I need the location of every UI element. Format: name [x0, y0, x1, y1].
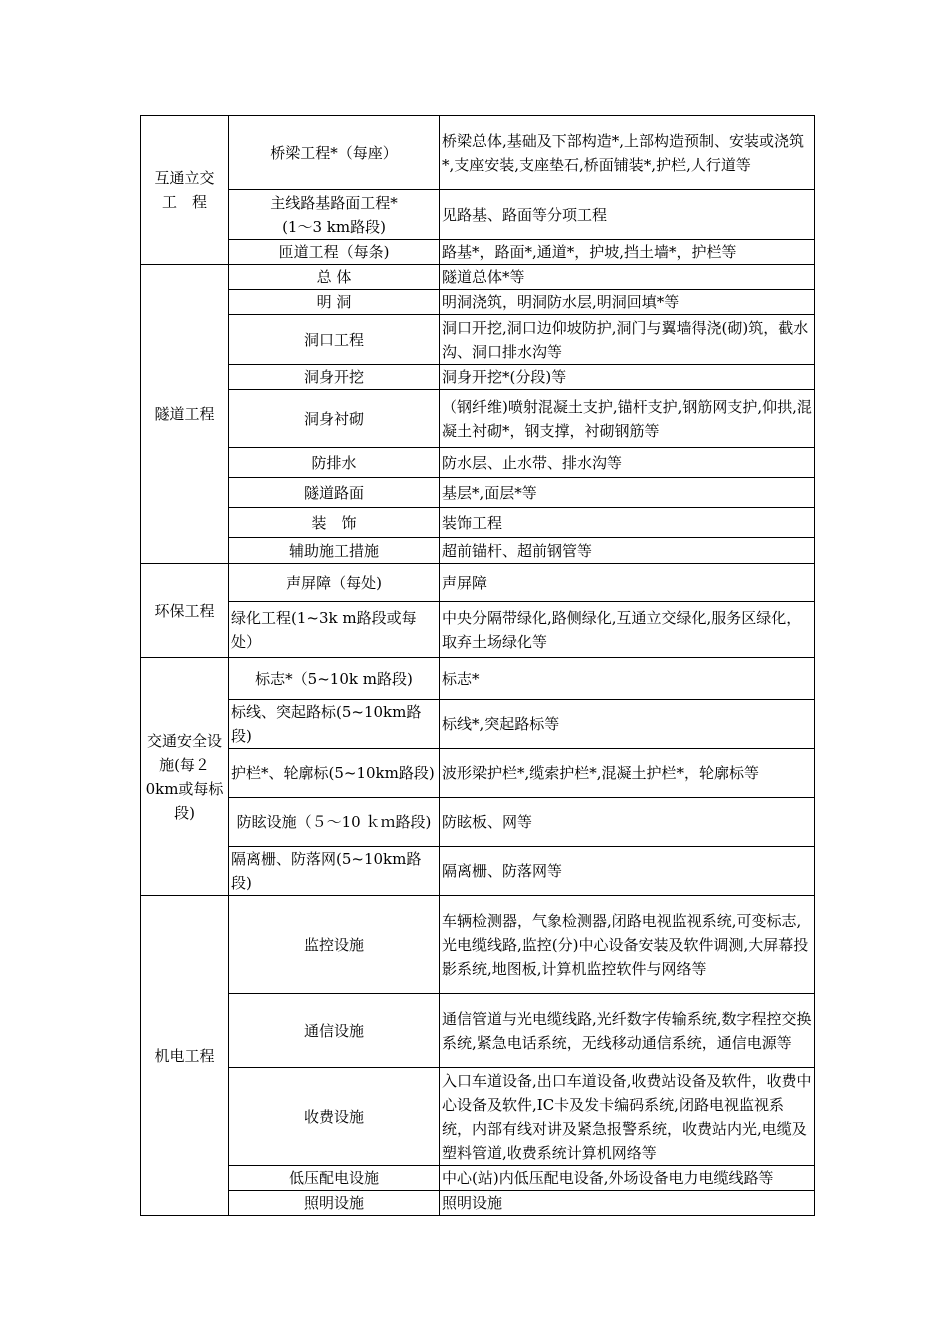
unit-cell: 标志*（5~10k m路段): [229, 658, 440, 700]
table-row: [141, 315, 815, 365]
item-cell: 通信管道与光电缆线路,光纤数字传输系统,数字程控交换系统,紧急电话系统，无线移动通信系统，通信电源等: [440, 994, 815, 1068]
unit-cell: 标线、突起路标(5~10km路段): [229, 700, 440, 749]
table-row: [141, 749, 815, 798]
category-cell: 环保工程: [141, 564, 229, 658]
table-row: [141, 658, 815, 700]
unit-cell: 明 洞: [229, 290, 440, 315]
table-row: [141, 1191, 815, 1216]
table-row: [141, 390, 815, 448]
item-cell: 装饰工程: [440, 508, 815, 538]
unit-cell: 护栏*、轮廓标(5~10km路段): [229, 749, 440, 798]
item-cell: 标线*,突起路标等: [440, 700, 815, 749]
table-row: [141, 290, 815, 315]
category-cell: 互通立交 工 程: [141, 116, 229, 265]
item-cell: 中心(站)内低压配电设备,外场设备电力电缆线路等: [440, 1166, 815, 1191]
item-cell: 波形梁护栏*,缆索护栏*,混凝土护栏*，轮廓标等: [440, 749, 815, 798]
item-cell: 防眩板、网等: [440, 798, 815, 847]
unit-cell: 桥梁工程*（每座）: [229, 116, 440, 190]
table-row: [141, 798, 815, 847]
table-row: [141, 847, 815, 896]
table-row: [141, 365, 815, 390]
table-row: [141, 190, 815, 240]
unit-cell: 洞口工程: [229, 315, 440, 365]
item-cell: 桥梁总体,基础及下部构造*,上部构造预制、安装或浇筑*,支座安装,支座垫石,桥面铺装*,护栏,人行道等: [440, 116, 815, 190]
unit-cell: 辅助施工措施: [229, 538, 440, 564]
table-row: [141, 116, 815, 190]
unit-cell: 匝道工程（每条): [229, 240, 440, 265]
table-row: [141, 538, 815, 564]
unit-cell: 照明设施: [229, 1191, 440, 1216]
table-row: [141, 896, 815, 994]
table-row: [141, 448, 815, 478]
unit-cell: 防排水: [229, 448, 440, 478]
unit-cell: 监控设施: [229, 896, 440, 994]
unit-cell: 装 饰: [229, 508, 440, 538]
category-cell: 机电工程: [141, 896, 229, 1216]
unit-cell: 防眩设施（５～10 ｋｍ路段): [229, 798, 440, 847]
unit-cell: 收费设施: [229, 1068, 440, 1166]
item-cell: 标志*: [440, 658, 815, 700]
item-cell: 洞身开挖*(分段)等: [440, 365, 815, 390]
item-cell: 超前锚杆、超前钢管等: [440, 538, 815, 564]
item-cell: 声屏障: [440, 564, 815, 602]
unit-cell: 通信设施: [229, 994, 440, 1068]
category-cell: 隧道工程: [141, 265, 229, 564]
item-cell: 防水层、止水带、排水沟等: [440, 448, 815, 478]
unit-cell: 总 体: [229, 265, 440, 290]
table-row: [141, 994, 815, 1068]
table-row: [141, 240, 815, 265]
item-cell: 明洞浇筑，明洞防水层,明洞回填*等: [440, 290, 815, 315]
item-cell: 入口车道设备,出口车道设备,收费站设备及软件，收费中心设备及软件,IC卡及发卡编码系统,闭路电视监视系统，内部有线对讲及紧急报警系统，收费站内光,电缆及塑料管道,收费系统计算机网络等: [440, 1068, 815, 1166]
table-row: [141, 1166, 815, 1191]
item-cell: 见路基、路面等分项工程: [440, 190, 815, 240]
unit-cell: 低压配电设施: [229, 1166, 440, 1191]
item-cell: 路基*，路面*,通道*，护坡,挡土墙*，护栏等: [440, 240, 815, 265]
item-cell: 隔离栅、防落网等: [440, 847, 815, 896]
item-cell: 基层*,面层*等: [440, 478, 815, 508]
unit-cell: 隧道路面: [229, 478, 440, 508]
table-row: [141, 508, 815, 538]
unit-cell: 洞身衬砌: [229, 390, 440, 448]
item-cell: 照明设施: [440, 1191, 815, 1216]
table-row: [141, 602, 815, 658]
item-cell: 中央分隔带绿化,路侧绿化,互通立交绿化,服务区绿化，取弃土场绿化等: [440, 602, 815, 658]
unit-cell: 隔离栅、防落网(5~10km路段): [229, 847, 440, 896]
unit-cell: 声屏障（每处): [229, 564, 440, 602]
item-cell: 隧道总体*等: [440, 265, 815, 290]
item-cell: 车辆检测器，气象检测器,闭路电视监视系统,可变标志,光电缆线路,监控(分)中心设备安装及软件调测,大屏幕投影系统,地图板,计算机监控软件与网络等: [440, 896, 815, 994]
unit-cell: 洞身开挖: [229, 365, 440, 390]
table-row: [141, 478, 815, 508]
table-row: [141, 265, 815, 290]
item-cell: （钢纤维)喷射混凝土支护,锚杆支护,钢筋网支护,仰拱,混凝土衬砌*，钢支撑，衬砌钢筋等: [440, 390, 815, 448]
table-row: [141, 1068, 815, 1166]
table-row: [141, 700, 815, 749]
category-cell: 交通安全设施(每２0km或每标段): [141, 658, 229, 896]
table-row: [141, 564, 815, 602]
item-cell: 洞口开挖,洞口边仰坡防护,洞门与翼墙得浇(砌)筑，截水沟、洞口排水沟等: [440, 315, 815, 365]
work-item-table: [140, 115, 815, 1216]
unit-cell: 绿化工程(1~3k m路段或每处）: [229, 602, 440, 658]
unit-cell: 主线路基路面工程* (1～3 km路段): [229, 190, 440, 240]
